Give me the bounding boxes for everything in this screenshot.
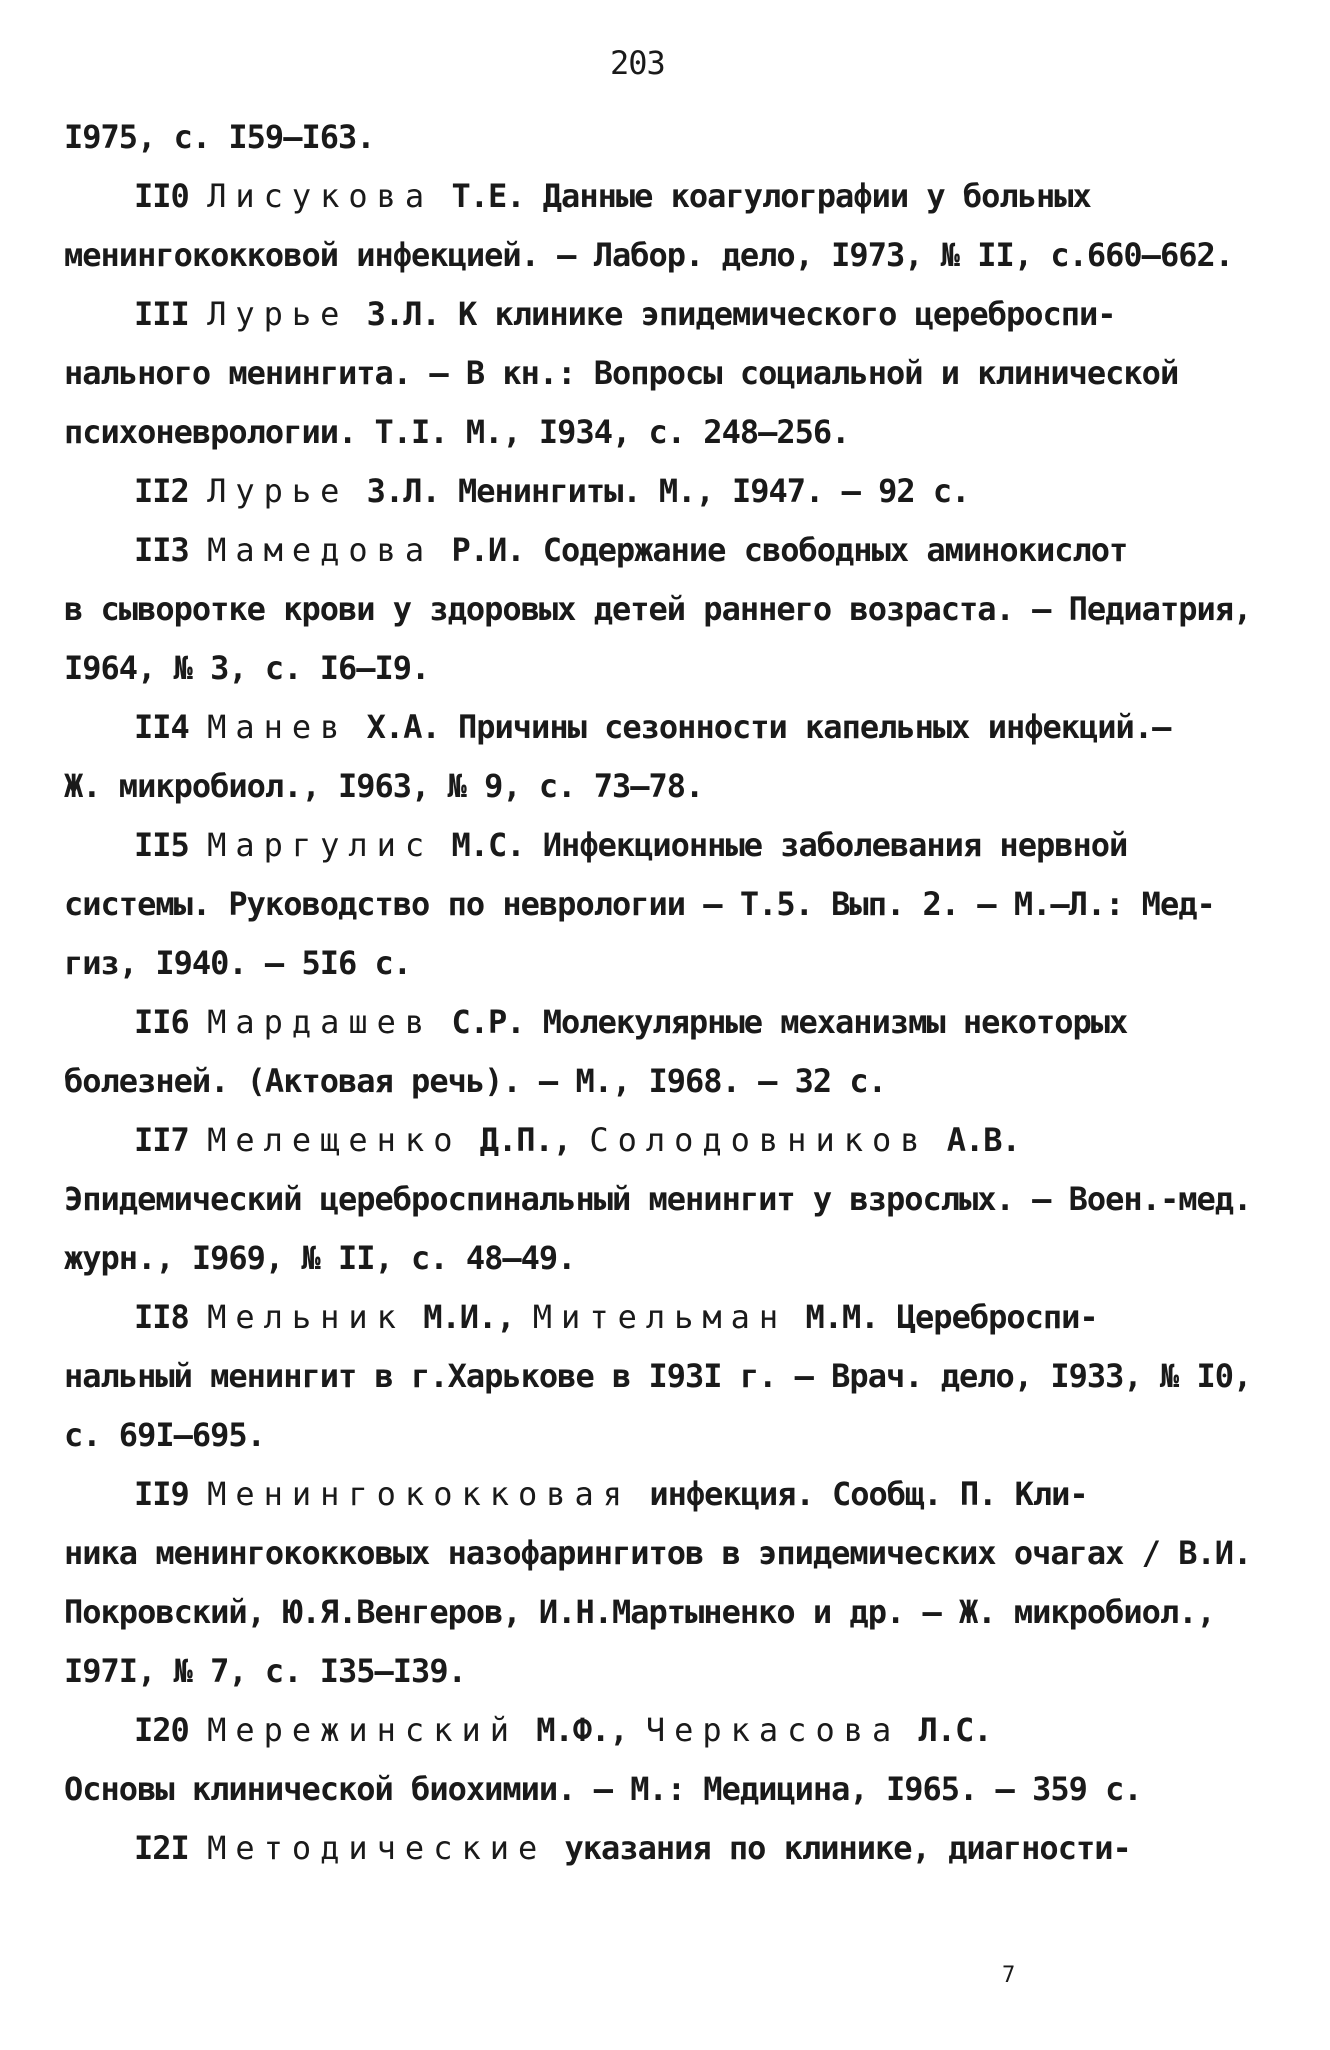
- text-run: I20: [134, 1711, 208, 1749]
- text-line: [64, 1583, 1274, 1642]
- text-run: менингококковой инфекцией. – Лабор. дело, I973, № II, с.660–662.: [64, 236, 1233, 274]
- bibliography-text: [64, 108, 1274, 1878]
- author-name: Методические: [207, 1829, 547, 1867]
- text-line: [64, 1465, 1274, 1524]
- text-run: нальный менингит в г.Харькове в I93I г. – Врач. дело, I933, № I0,: [64, 1357, 1252, 1395]
- text-run: I97I, № 7, с. I35–I39.: [64, 1652, 466, 1690]
- author-name: Менингококковая: [207, 1475, 632, 1513]
- author-name: Мережинский: [207, 1711, 518, 1749]
- author-name: Солодовников: [589, 1121, 929, 1159]
- text-line: [64, 344, 1274, 403]
- text-line: [64, 816, 1274, 875]
- footer-mark: 7: [1002, 1963, 1015, 1988]
- author-name: Манев: [207, 708, 349, 746]
- text-run: М.С. Инфекционные заболевания нервной: [433, 826, 1128, 864]
- author-name: Лурье: [207, 295, 349, 333]
- text-run: указания по клинике, диагности-: [546, 1829, 1131, 1867]
- text-line: [64, 1229, 1274, 1288]
- text-run: II7: [134, 1121, 208, 1159]
- text-run: I975, с. I59–I63.: [64, 118, 375, 156]
- text-run: Х.А. Причины сезонности капельных инфекций.–: [348, 708, 1171, 746]
- author-name: Мардашев: [207, 1003, 434, 1041]
- text-run: II9: [134, 1475, 208, 1513]
- text-line: [64, 1347, 1274, 1406]
- text-run: М.М. Цереброспи-: [787, 1298, 1098, 1336]
- text-run: I2I: [134, 1829, 208, 1867]
- text-line: [64, 757, 1274, 816]
- text-run: инфекция. Сообщ. П. Кли-: [631, 1475, 1088, 1513]
- text-run: гиз, I940. – 5I6 с.: [64, 944, 412, 982]
- text-run: З.Л. Менингиты. М., I947. – 92 с.: [348, 472, 970, 510]
- text-run: Покровский, Ю.Я.Венгеров, И.Н.Мартыненко и др. – Ж. микробиол.,: [64, 1593, 1215, 1631]
- text-line: [64, 462, 1274, 521]
- text-line: [64, 1052, 1274, 1111]
- text-run: II5: [134, 826, 208, 864]
- text-line: [64, 1701, 1274, 1760]
- text-run: С.Р. Молекулярные механизмы некоторых: [433, 1003, 1128, 1041]
- text-run: М.И.,: [404, 1298, 533, 1336]
- text-run: Основы клинической биохимии. – М.: Медицина, I965. – 359 с.: [64, 1770, 1142, 1808]
- text-run: Л.С.: [900, 1711, 992, 1749]
- text-line: [64, 108, 1274, 167]
- text-run: Эпидемический цереброспинальный менингит у взрослых. – Воен.-мед.: [64, 1180, 1252, 1218]
- author-name: Мамедова: [207, 531, 434, 569]
- text-line: [64, 580, 1274, 639]
- text-line: [64, 1524, 1274, 1583]
- text-line: [64, 993, 1274, 1052]
- text-line: [64, 226, 1274, 285]
- author-name: Черкасова: [645, 1711, 901, 1749]
- text-line: [64, 1406, 1274, 1465]
- text-run: А.В.: [928, 1121, 1020, 1159]
- author-name: Мительман: [532, 1298, 788, 1336]
- text-line: [64, 1288, 1274, 1347]
- text-run: II4: [134, 708, 208, 746]
- text-run: III: [134, 295, 208, 333]
- text-run: болезней. (Актовая речь). – М., I968. – 32 с.: [64, 1062, 886, 1100]
- text-line: [64, 698, 1274, 757]
- text-run: II2: [134, 472, 208, 510]
- text-run: журн., I969, № II, с. 48–49.: [64, 1239, 576, 1277]
- text-run: с. 69I–695.: [64, 1416, 265, 1454]
- text-line: [64, 1111, 1274, 1170]
- text-run: ника менингококковых назофарингитов в эпидемических очагах / В.И.: [64, 1534, 1252, 1572]
- author-name: Мельник: [207, 1298, 405, 1336]
- text-line: [64, 875, 1274, 934]
- text-line: [64, 934, 1274, 993]
- text-line: [64, 521, 1274, 580]
- text-run: Д.П.,: [461, 1121, 590, 1159]
- text-run: Ж. микробиол., I963, № 9, с. 73–78.: [64, 767, 704, 805]
- text-run: II3: [134, 531, 208, 569]
- text-run: II8: [134, 1298, 208, 1336]
- text-line: [64, 1760, 1274, 1819]
- author-name: Мелещенко: [207, 1121, 462, 1159]
- text-run: нального менингита. – В кн.: Вопросы социальной и клинической: [64, 354, 1179, 392]
- text-run: I964, № 3, с. I6–I9.: [64, 649, 430, 687]
- text-line: [64, 403, 1274, 462]
- page-number: 203: [610, 44, 665, 82]
- text-line: [64, 1642, 1274, 1701]
- text-line: [64, 167, 1274, 226]
- text-line: [64, 639, 1274, 698]
- text-line: [64, 1819, 1274, 1878]
- text-line: [64, 285, 1274, 344]
- text-run: Р.И. Содержание свободных аминокислот: [433, 531, 1128, 569]
- text-run: II6: [134, 1003, 208, 1041]
- author-name: Маргулис: [207, 826, 434, 864]
- text-run: М.Ф.,: [517, 1711, 646, 1749]
- text-run: З.Л. К клинике эпидемического цереброспи-: [348, 295, 1116, 333]
- text-run: системы. Руководство по неврологии – Т.5. Вып. 2. – М.–Л.: Мед-: [64, 885, 1215, 923]
- text-run: психоневрологии. Т.I. М., I934, с. 248–256.: [64, 413, 850, 451]
- text-run: в сыворотке крови у здоровых детей раннего возраста. – Педиатрия,: [64, 590, 1252, 628]
- text-line: [64, 1170, 1274, 1229]
- author-name: Лурье: [207, 472, 349, 510]
- author-name: Лисукова: [207, 177, 434, 215]
- text-run: Т.Е. Данные коагулографии у больных: [433, 177, 1091, 215]
- text-run: II0: [134, 177, 208, 215]
